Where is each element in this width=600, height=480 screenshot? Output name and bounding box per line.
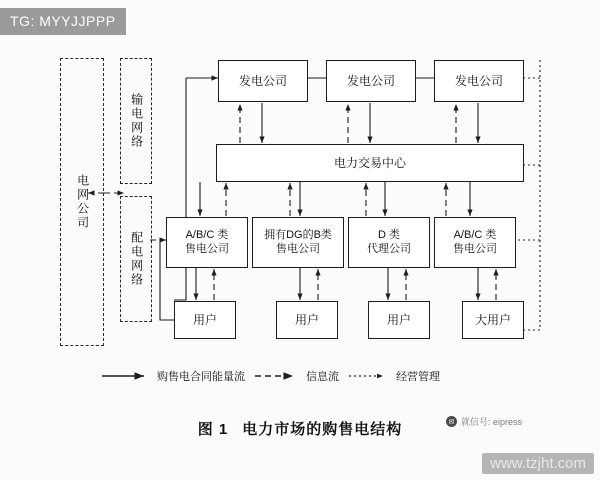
node-generator-3-label: 发电公司 xyxy=(454,73,503,88)
node-retailer-abc-2-line1: A/B/C 类 xyxy=(453,228,497,241)
node-generator-1[interactable] xyxy=(218,60,308,102)
node-consumer-1[interactable] xyxy=(174,301,236,339)
node-retailer-abc-1-line2: 售电公司 xyxy=(185,242,229,255)
wechat-watermark xyxy=(446,415,522,428)
node-consumer-3-label: 用户 xyxy=(386,312,411,327)
node-retailer-abc-2-line2: 售电公司 xyxy=(453,242,497,255)
node-agent-d[interactable] xyxy=(348,217,430,268)
node-retailer-dg-b[interactable] xyxy=(252,217,344,268)
wechat-watermark-label: 就信号: eipress xyxy=(460,417,522,427)
tg-watermark: TG: MYYJJPPP xyxy=(0,8,126,35)
node-agent-d-line1: D 类 xyxy=(378,228,400,241)
url-watermark: www.tzjht.com xyxy=(482,453,594,474)
node-retailer-abc-2[interactable] xyxy=(434,217,516,268)
solid-arrow-icon xyxy=(100,371,152,381)
legend-energy-flow xyxy=(100,368,245,384)
node-consumer-big-label: 大用户 xyxy=(474,312,511,327)
legend-energy-flow-label: 购售电合同能量流 xyxy=(157,371,245,383)
node-retailer-abc-1[interactable] xyxy=(166,217,248,268)
node-retailer-dg-b-line2: 售电公司 xyxy=(276,242,320,255)
node-generator-3[interactable] xyxy=(434,60,524,102)
dashed-arrow-icon xyxy=(253,371,301,381)
figure-number: 图 1 xyxy=(197,421,229,438)
column-grid-company xyxy=(60,58,104,346)
node-power-exchange-center[interactable] xyxy=(216,144,524,182)
figure-title: 电力市场的购售电结构 xyxy=(242,421,403,438)
node-consumer-big[interactable] xyxy=(462,301,524,339)
chat-icon: ✉ xyxy=(446,416,457,427)
node-agent-d-line2: 代理公司 xyxy=(367,242,411,255)
node-retailer-dg-b-line1: 拥有DG的B类 xyxy=(264,228,332,241)
node-consumer-1-label: 用户 xyxy=(192,312,217,327)
legend-management xyxy=(347,368,440,384)
node-generator-2-label: 发电公司 xyxy=(346,73,395,88)
node-retailer-abc-1-line1: A/B/C 类 xyxy=(185,228,229,241)
node-generator-1-label: 发电公司 xyxy=(238,73,287,88)
column-transmission-network xyxy=(120,58,152,184)
node-generator-2[interactable] xyxy=(326,60,416,102)
node-consumer-2-label: 用户 xyxy=(294,312,319,327)
column-distribution-network-label: 配电网络 xyxy=(129,231,144,287)
legend-management-label: 经营管理 xyxy=(396,371,440,383)
legend-information-flow-label: 信息流 xyxy=(306,371,339,383)
node-consumer-3[interactable] xyxy=(368,301,430,339)
legend xyxy=(100,368,440,384)
column-distribution-network xyxy=(120,196,152,322)
node-consumer-2[interactable] xyxy=(276,301,338,339)
column-grid-company-label: 电网公司 xyxy=(75,174,90,230)
legend-information-flow xyxy=(253,368,339,384)
node-power-exchange-center-label: 电力交易中心 xyxy=(333,155,406,170)
column-transmission-network-label: 输电网络 xyxy=(129,93,144,149)
dotted-arrow-icon xyxy=(347,371,391,381)
